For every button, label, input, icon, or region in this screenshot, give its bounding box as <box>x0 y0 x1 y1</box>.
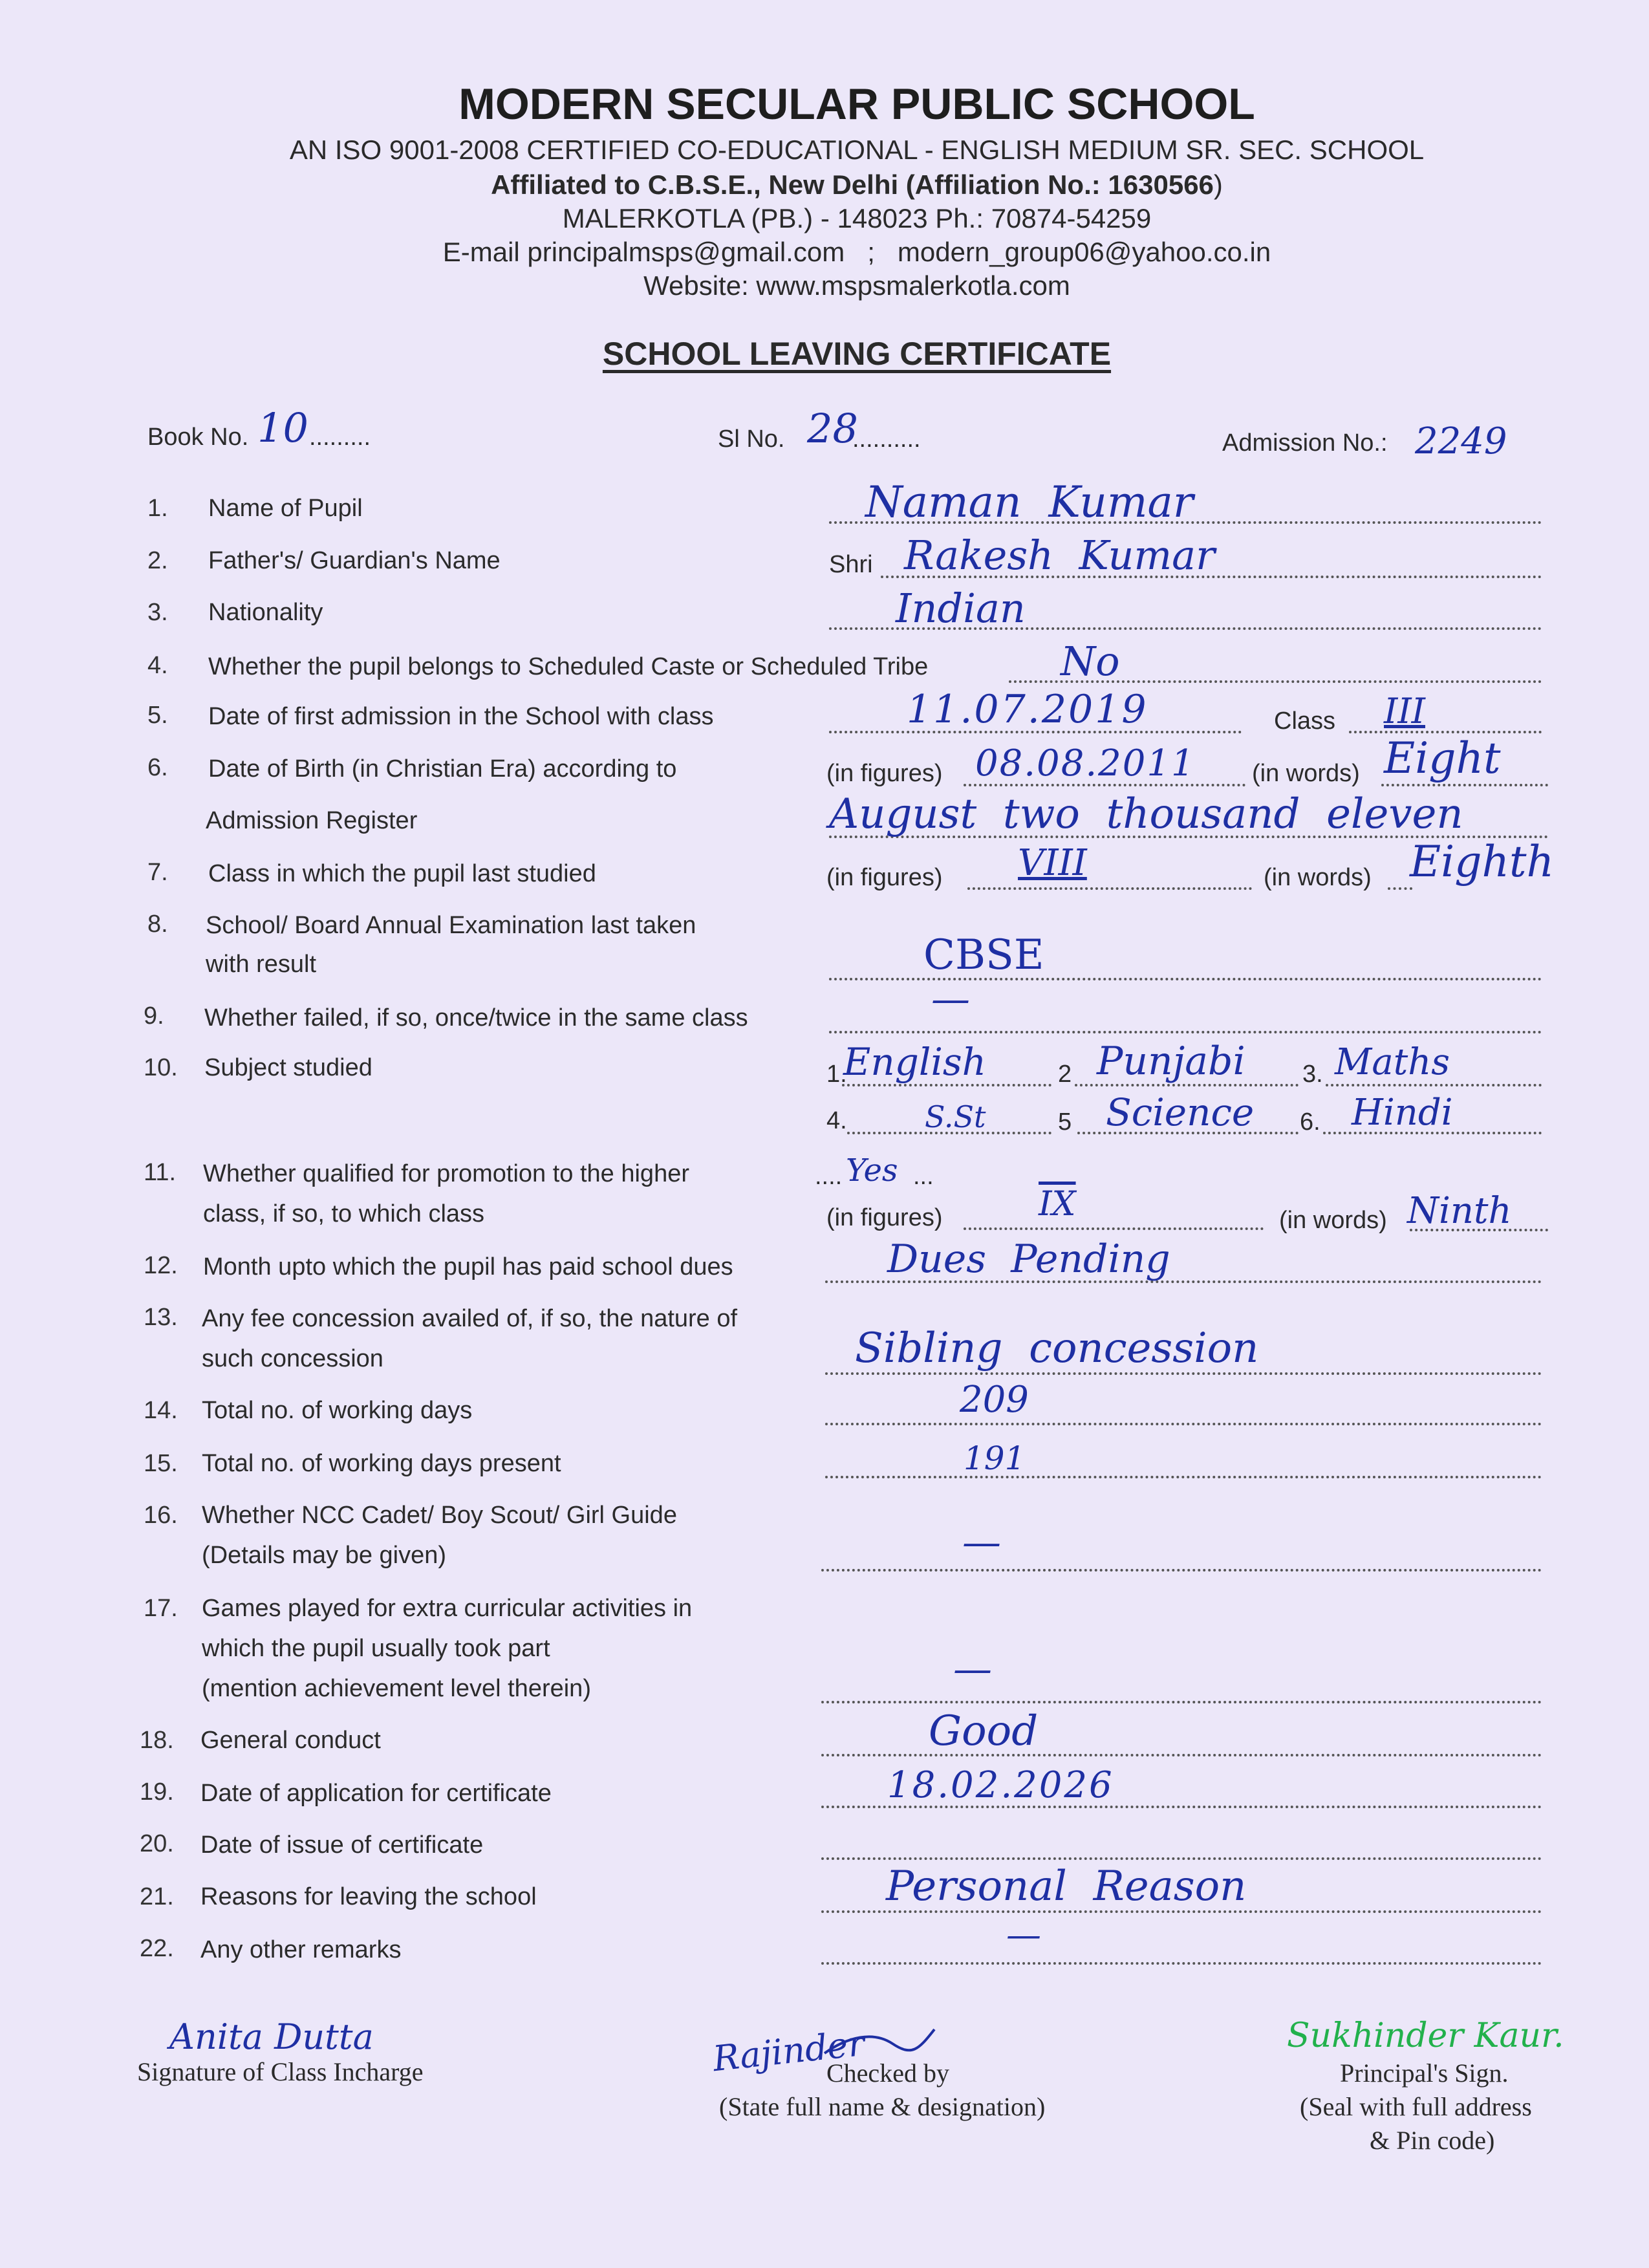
row-15-value: 191 <box>964 1440 1026 1477</box>
row-20-line <box>821 1857 1542 1860</box>
row-22-value: — <box>1006 1914 1041 1955</box>
row-6-number: 6. <box>147 754 168 781</box>
row-8-number: 8. <box>147 911 168 938</box>
sl-no-value: 28 <box>807 405 858 452</box>
checked-by-sublabel: (State full name & designation) <box>719 2092 1046 2121</box>
row-15-label: Total no. of working days present <box>202 1450 561 1477</box>
principal-signature: Sukhinder Kaur. <box>1287 2016 1564 2055</box>
row-11-words-label: (in words) <box>1279 1207 1387 1234</box>
row-11-dots-lead: .... <box>815 1163 843 1190</box>
admission-no-label: Admission No.: <box>1222 429 1388 457</box>
row-5-number: 5. <box>147 702 168 729</box>
row-5-class-label: Class <box>1274 707 1336 735</box>
class-incharge-signature: Anita Dutta <box>169 2016 374 2057</box>
address-line: MALERKOTLA (PB.) - 148023 Ph.: 70874-54259 <box>562 203 1152 233</box>
subject-1-line <box>842 1084 1051 1086</box>
row-1-label: Name of Pupil <box>208 495 363 522</box>
row-2-value: Rakesh Kumar <box>904 532 1215 579</box>
affiliation-text: Affiliated to C.B.S.E., New Delhi (Affiliation No.: 1630566 <box>491 169 1214 200</box>
row-4-value: No <box>1061 638 1120 685</box>
row-12-value: Dues Pending <box>887 1237 1170 1282</box>
subject-4-number: 4. <box>826 1107 847 1134</box>
row-11-figures-value: $\overline{IX}$ <box>1039 1185 1076 1224</box>
website-line: Website: www.mspsmalerkotla.com <box>643 270 1070 301</box>
subject-3-line <box>1326 1084 1542 1086</box>
affiliation-line <box>0 169 1649 200</box>
row-17-line <box>821 1701 1542 1703</box>
row-7-figures-label: (in figures) <box>826 864 943 891</box>
row-13-label-2: such concession <box>202 1345 383 1372</box>
row-22-line <box>821 1962 1542 1965</box>
subject-1-value: English <box>843 1040 987 1084</box>
row-21-line <box>821 1910 1542 1913</box>
subject-1-number: 1. <box>826 1061 847 1088</box>
row-3-value: Indian <box>896 585 1026 632</box>
row-12-label: Month upto which the pupil has paid school dues <box>203 1253 733 1280</box>
principal-label: Principal's Sign. <box>1340 2058 1509 2088</box>
row-11-label: Whether qualified for promotion to the higher <box>203 1160 689 1187</box>
row-19-number: 19. <box>140 1778 174 1806</box>
row-1-number: 1. <box>147 495 168 522</box>
affiliation-close: ) <box>1213 169 1223 200</box>
checked-by-label: Checked by <box>826 2058 949 2088</box>
row-2-number: 2. <box>147 547 168 574</box>
row-9-label: Whether failed, if so, once/twice in the same class <box>204 1004 748 1031</box>
row-18-label: General conduct <box>200 1727 381 1754</box>
row-7-words-line <box>1388 887 1412 890</box>
book-no-value: 10 <box>257 404 308 451</box>
sl-no-label: Sl No. <box>718 426 785 453</box>
subject-2-number: 2 <box>1058 1061 1072 1088</box>
certificate-title: SCHOOL LEAVING CERTIFICATE <box>602 336 1112 372</box>
subject-5-number: 5 <box>1058 1108 1072 1136</box>
row-6-words-value-2: August two thousand eleven <box>829 790 1463 838</box>
row-11-figures-label: (in figures) <box>826 1204 943 1231</box>
row-10-label: Subject studied <box>204 1054 372 1081</box>
row-2-prefix: Shri <box>829 551 873 578</box>
checked-by-signature: Rajinder <box>711 2022 867 2080</box>
row-17-label: Games played for extra curricular activities in <box>202 1595 693 1622</box>
row-21-number: 21. <box>140 1883 174 1910</box>
subject-6-value: Hindi <box>1352 1092 1453 1134</box>
header-line1: AN ISO 9001-2008 CERTIFIED CO-EDUCATIONAL - ENGLISH MEDIUM SR. SEC. SCHOOL <box>289 135 1425 165</box>
row-11-label-2: class, if so, to which class <box>203 1200 485 1227</box>
row-5-label: Date of first admission in the School with class <box>208 703 714 730</box>
row-14-number: 14. <box>144 1397 178 1424</box>
row-7-words-value: Eighth <box>1410 837 1555 887</box>
row-15-number: 15. <box>144 1450 178 1477</box>
row-13-value: Sibling concession <box>855 1324 1259 1372</box>
row-6-label-2: Admission Register <box>206 807 418 834</box>
row-11-number: 11. <box>144 1159 177 1186</box>
row-18-number: 18. <box>140 1727 174 1754</box>
row-21-value: Personal Reason <box>886 1863 1247 1910</box>
row-5-date-value: 11.07.2019 <box>907 687 1148 732</box>
row-3-label: Nationality <box>208 599 323 626</box>
row-6-words-value: Eight <box>1384 733 1501 783</box>
row-20-number: 20. <box>140 1830 174 1857</box>
row-21-label: Reasons for leaving the school <box>200 1883 537 1910</box>
row-13-label: Any fee concession availed of, if so, the nature of <box>202 1305 738 1332</box>
row-2-label: Father's/ Guardian's Name <box>208 547 501 574</box>
principal-sublabel-2: & Pin code) <box>1370 2126 1495 2155</box>
row-8-label: School/ Board Annual Examination last taken <box>206 912 696 939</box>
row-9-value: — <box>931 977 970 1022</box>
row-5-class-value: III <box>1384 691 1425 731</box>
row-11-dots-trail: ... <box>913 1163 934 1190</box>
row-17-label-2: which the pupil usually took part <box>202 1635 550 1662</box>
row-7-label: Class in which the pupil last studied <box>208 860 596 887</box>
row-7-number: 7. <box>147 859 168 886</box>
row-9-line <box>829 1031 1542 1033</box>
row-4-number: 4. <box>147 652 168 679</box>
row-12-number: 12. <box>144 1252 178 1279</box>
admission-no-value: 2249 <box>1415 420 1507 462</box>
row-9-number: 9. <box>144 1002 164 1030</box>
subject-3-value: Maths <box>1335 1041 1450 1083</box>
row-8-value: CBSE <box>923 931 1044 979</box>
book-no-dots: ......... <box>309 424 371 451</box>
row-4-label: Whether the pupil belongs to Scheduled Caste or Scheduled Tribe <box>208 653 929 680</box>
row-8-label-2: with result <box>206 951 317 978</box>
row-16-label: Whether NCC Cadet/ Boy Scout/ Girl Guide <box>202 1502 677 1529</box>
principal-sublabel-1: (Seal with full address <box>1300 2092 1532 2121</box>
email-line: E-mail principalmsps@gmail.com ; modern_group06@yahoo.co.in <box>442 237 1271 267</box>
row-11-figures-line <box>964 1227 1264 1230</box>
row-3-number: 3. <box>147 599 168 626</box>
row-14-value: 209 <box>960 1379 1029 1421</box>
row-6-words-label: (in words) <box>1252 760 1360 787</box>
row-11-words-value: Ninth <box>1407 1190 1512 1232</box>
row-13-line <box>825 1372 1542 1375</box>
row-17-label-3: (mention achievement level therein) <box>202 1675 591 1702</box>
row-6-figures-label: (in figures) <box>826 760 943 787</box>
row-16-number: 16. <box>144 1502 178 1529</box>
subject-3-number: 3. <box>1302 1061 1323 1088</box>
row-13-number: 13. <box>144 1304 178 1331</box>
row-6-figures-value: 08.08.2011 <box>975 742 1196 784</box>
row-16-value: — <box>962 1520 1001 1565</box>
row-16-label-2: (Details may be given) <box>202 1542 447 1569</box>
subject-2-line <box>1075 1084 1299 1086</box>
book-no-label: Book No. <box>147 424 249 451</box>
row-17-number: 17. <box>144 1595 178 1622</box>
class-incharge-label: Signature of Class Incharge <box>137 2057 424 2086</box>
row-14-label: Total no. of working days <box>202 1397 473 1424</box>
row-1-value: Naman Kumar <box>865 477 1194 527</box>
row-19-label: Date of application for certificate <box>200 1780 552 1807</box>
row-14-line <box>825 1423 1542 1425</box>
school-name: MODERN SECULAR PUBLIC SCHOOL <box>458 80 1255 129</box>
subject-6-number: 6. <box>1300 1108 1320 1136</box>
row-7-words-label: (in words) <box>1264 864 1372 891</box>
row-16-line <box>821 1569 1542 1571</box>
row-19-value: 18.02.2026 <box>887 1764 1114 1806</box>
subject-2-value: Punjabi <box>1097 1039 1245 1084</box>
row-10-number: 10. <box>144 1054 178 1081</box>
row-20-label: Date of issue of certificate <box>200 1831 484 1859</box>
row-7-figures-line <box>967 887 1252 890</box>
subject-4-value: S.St <box>925 1099 986 1134</box>
row-22-number: 22. <box>140 1935 174 1962</box>
subject-5-value: Science <box>1106 1090 1255 1134</box>
row-6-label: Date of Birth (in Christian Era) according to <box>208 755 677 783</box>
row-11-value: Yes <box>846 1152 898 1189</box>
row-17-value: — <box>953 1647 992 1692</box>
row-18-value: Good <box>929 1707 1039 1755</box>
row-6-words-line <box>1381 784 1548 786</box>
row-7-figures-value: VIII <box>1018 842 1087 884</box>
row-22-label: Any other remarks <box>200 1936 402 1963</box>
sl-no-dots: .......... <box>852 426 921 453</box>
row-15-line <box>825 1476 1542 1478</box>
